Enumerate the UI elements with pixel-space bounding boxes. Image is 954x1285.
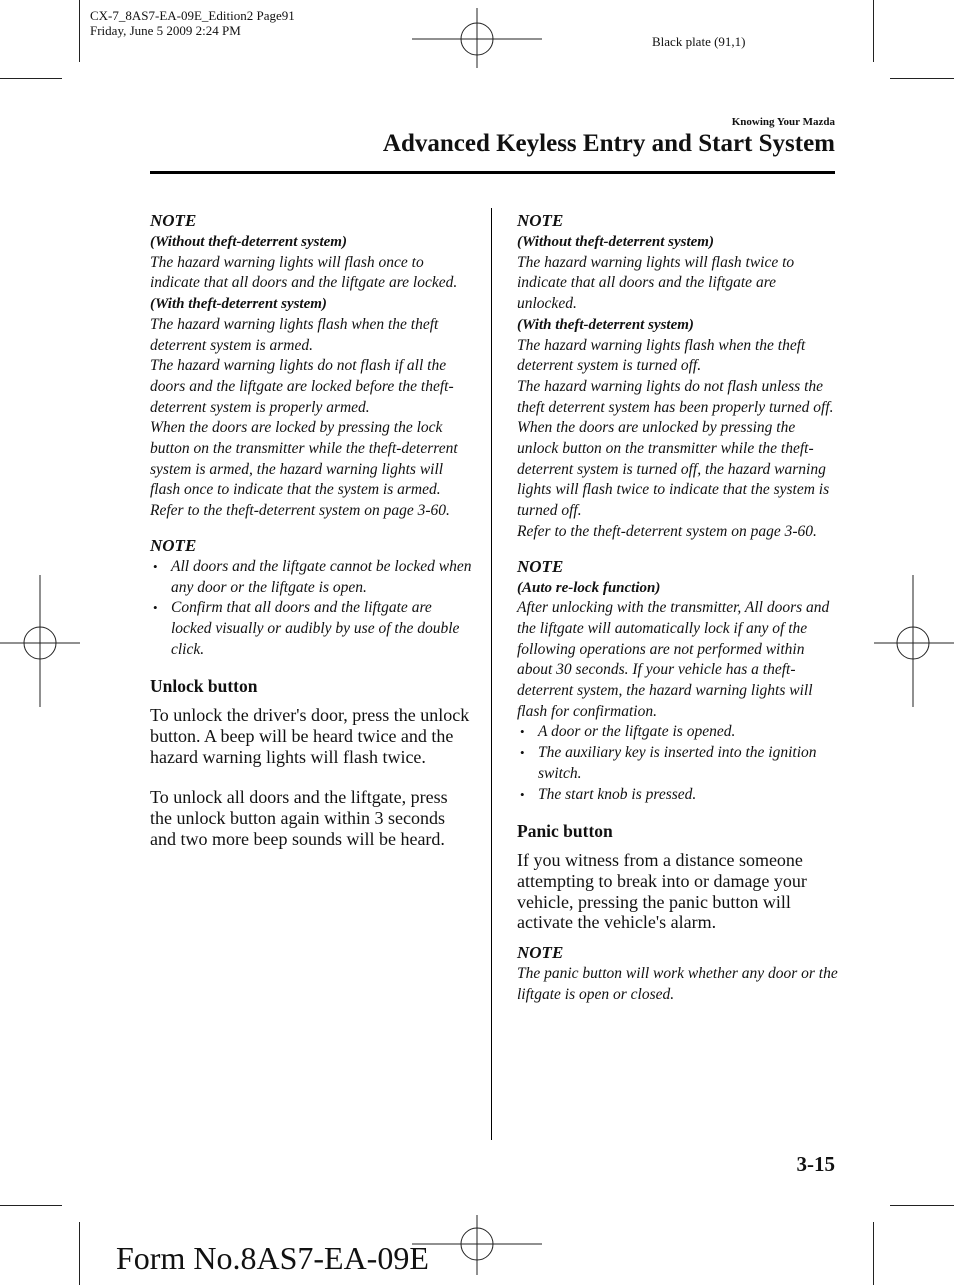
list-item: • All doors and the liftgate cannot be locked when any door or the liftgate is open. [150, 557, 472, 598]
note-text: The hazard warning lights will flash twice to indicate that all doors and the liftgate are unlocked. [517, 253, 795, 313]
note-heading: NOTE [517, 943, 564, 963]
note-text: When the doors are unlocked by pressing the unlock button on the transmitter while the theft-deterrent system is turned off, the hazard warning lights will flash twice to indicate that the system is turned off. [517, 419, 830, 520]
crop-mark [873, 1222, 874, 1285]
note-heading: NOTE [150, 211, 197, 230]
list-item: • The auxiliary key is inserted into the ignition switch. [517, 743, 839, 784]
page-number: 3-15 [796, 1152, 835, 1176]
note-text: Refer to the theft-deterrent system on page 3-60. [150, 502, 450, 520]
note-bullet-list [517, 722, 839, 805]
body-text: If you witness from a distance someone attempting to break into or damage your vehicle, pressing the panic button will activate the vehicle's alarm. [517, 850, 807, 933]
note-text: The hazard warning lights flash when the theft deterrent system is armed. [150, 315, 439, 354]
list-item: • Confirm that all doors and the liftgate are locked visually or audibly by use of the double click. [150, 598, 472, 660]
section-label: Knowing Your Mazda [731, 116, 835, 128]
note-lock-conditions [150, 536, 472, 661]
note-text: The hazard warning lights do not flash if all the doors and the liftgate are locked before the theft-deterrent system is properly armed. [150, 357, 454, 416]
crop-mark [79, 1222, 80, 1285]
note-heading: NOTE [517, 211, 564, 230]
body-text: To unlock the driver's door, press the unlock button. A beep will be heard twice and the hazard warning lights will flash twice. [150, 705, 470, 767]
print-date-line: Friday, June 5 2009 2:24 PM [90, 23, 241, 38]
registration-mark-bottom [412, 1215, 542, 1275]
form-number: Form No.8AS7-EA-09E [116, 1240, 429, 1276]
unlock-button-heading: Unlock button [150, 676, 258, 697]
note-text: When the doors are locked by pressing the lock button on the transmitter while the theft-deterrent system is armed, the hazard warning lights will flash once to indicate that the system is armed. [150, 419, 458, 499]
note-text: The hazard warning lights do not flash unless the theft deterrent system has been properly turned off. [517, 377, 834, 416]
note-text: The hazard warning lights flash when the theft deterrent system is turned off. [517, 336, 806, 375]
print-file-line: CX-7_8AS7-EA-09E_Edition2 Page91 [90, 8, 295, 23]
crop-mark [890, 1205, 954, 1206]
print-info [90, 8, 295, 38]
header-rule [150, 171, 835, 174]
note-heading: NOTE [150, 535, 197, 555]
body-text: To unlock all doors and the liftgate, press the unlock button again within 3 seconds and two more beep sounds will be heard. [150, 787, 448, 849]
note-panic [517, 943, 839, 1005]
note-subheading: (With theft-deterrent system) [150, 296, 327, 313]
note-text: The hazard warning lights will flash once to indicate that all doors and the liftgate are locked. [150, 253, 458, 292]
note-heading: NOTE [517, 556, 564, 576]
note-subheading: (With theft-deterrent system) [517, 316, 694, 333]
note-text: The panic button will work whether any door or the liftgate is open or closed. [517, 965, 838, 1003]
note-subheading: (Without theft-deterrent system) [517, 234, 714, 250]
note-unlock-flash [517, 211, 839, 543]
note-text: Refer to the theft-deterrent system on page 3-60. [517, 522, 817, 540]
crop-mark [890, 78, 954, 79]
crop-mark [873, 0, 874, 62]
right-column [517, 211, 839, 1020]
crop-mark [0, 1205, 62, 1206]
note-subheading: (Auto re-lock function) [517, 579, 661, 596]
left-column [150, 211, 472, 870]
crop-mark [0, 78, 62, 79]
list-item: • A door or the liftgate is opened. [517, 722, 839, 743]
note-auto-relock [517, 557, 839, 806]
registration-mark-left [0, 575, 80, 707]
column-divider [491, 208, 492, 1140]
registration-mark-top [412, 8, 542, 68]
registration-mark-right [874, 575, 954, 707]
panic-button-heading: Panic button [517, 821, 613, 842]
list-item: • The start knob is pressed. [517, 785, 839, 806]
crop-mark [79, 0, 80, 62]
page-title: Advanced Keyless Entry and Start System [382, 130, 835, 157]
note-text: After unlocking with the transmitter, All doors and the liftgate will automatically lock if any of the following operations are not performed within about 30 seconds. If your vehicle has a theft-deterrent system, the hazard warning lights will flash for confirmation. [517, 599, 830, 720]
note-lock-flash [150, 211, 472, 522]
note-bullet-list [150, 557, 472, 661]
plate-label: Black plate (91,1) [652, 34, 746, 49]
note-subheading: (Without theft-deterrent system) [150, 234, 347, 250]
